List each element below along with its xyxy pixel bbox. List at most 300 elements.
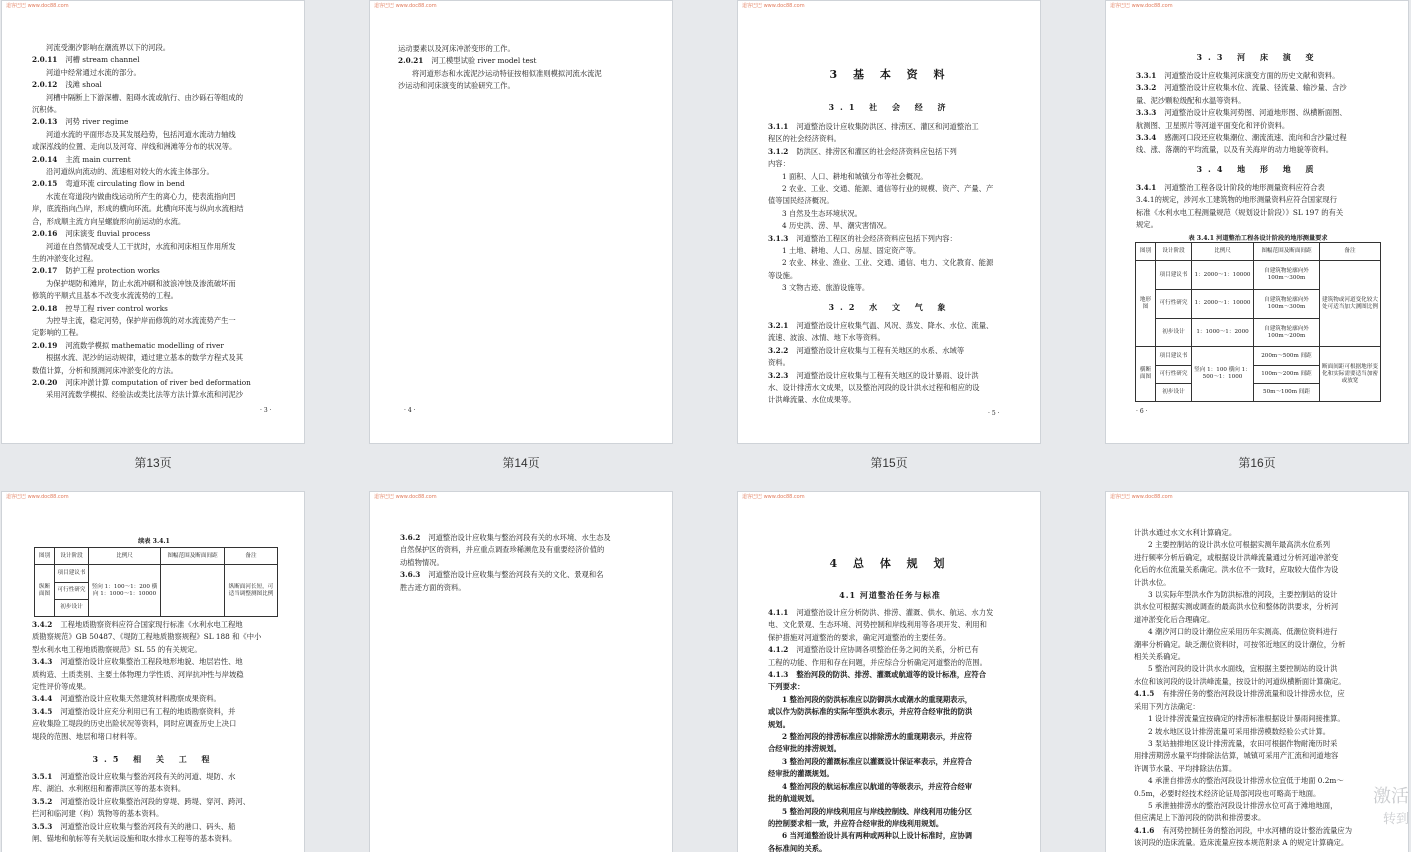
text-line xyxy=(768,781,1020,793)
section-heading: 3.4 地 形 地 质 xyxy=(1196,164,1320,174)
table-cell: 竖向 1：100 横向 1：500～1：1000 xyxy=(1192,347,1254,402)
text-line xyxy=(1134,577,1396,589)
table-header-cell: 比例尺 xyxy=(89,548,161,565)
text-line xyxy=(32,365,282,377)
text-line xyxy=(768,719,1020,731)
text-line xyxy=(768,320,1018,332)
table-cell: 自建筑物轮廓向外 100m～300m xyxy=(1254,289,1320,318)
clause-text: 水、设计排涝水文成果，以及整治河段的设计洪水过程和相应的设 xyxy=(768,383,980,393)
section-heading: 3.2 水 文 气 象 xyxy=(828,302,952,312)
activation-watermark: 激活 xyxy=(1373,786,1409,807)
table-cell: 1：2000～1：10000 xyxy=(1192,289,1254,318)
table-cell: 50m～100m 间距 xyxy=(1254,383,1320,401)
text-line xyxy=(1136,132,1398,144)
text-line xyxy=(1134,688,1396,700)
clause-text: 感潮河口段还应收集潮位、潮流流速、流向和含沙量过程 xyxy=(1164,133,1347,143)
clause-number: 2.0.13 xyxy=(32,117,58,127)
text-line xyxy=(32,693,282,705)
clause-text: 自然保护区的资料，并应重点调查珍稀濒危及有重要经济价值的 xyxy=(400,545,605,555)
clause-text: 河道整治设计应收集水位、流量、径流量、输沙量、含沙 xyxy=(1164,83,1347,93)
page-text xyxy=(32,42,282,402)
text-line xyxy=(768,382,1018,394)
page-13[interactable] xyxy=(1,0,305,444)
text-line xyxy=(768,270,1018,282)
text-line xyxy=(32,771,282,783)
text-line xyxy=(1134,614,1396,626)
clause-number: 2.0.18 xyxy=(32,303,58,313)
text-line xyxy=(1134,775,1396,787)
text-line xyxy=(1134,701,1396,713)
text-line xyxy=(400,569,650,581)
text-line xyxy=(398,68,648,80)
clause-text: 4 潮汐河口的设计潮位应采用历年实测高、低潮位资料进行 xyxy=(1148,627,1338,637)
clause-text: 水位和该河段的设计洪峰流量，按设计的河道纵横断面计算确定。 xyxy=(1134,676,1346,686)
clause-text: 河道在自然情况或受人工干扰时，水流和河床相互作用所发 xyxy=(46,241,236,251)
clause-text: 2 整治河段的排涝标准应以排除涝水的重现期表示，并应符 xyxy=(782,732,973,742)
clause-text: 河工模型试验 river model test xyxy=(431,56,537,66)
clause-text: 3.4.1的规定，涉河水工建筑物的地形测量资料应符合国家现行 xyxy=(1136,195,1337,205)
text-line xyxy=(768,706,1020,718)
clause-text: 或以作为防洪标准的实际年型洪水表示，并应符合经审批的防洪 xyxy=(768,707,973,717)
text-line xyxy=(32,79,282,91)
text-line xyxy=(1134,788,1396,800)
clause-text: 河流数学模拟 mathematic modelling of river xyxy=(65,340,224,350)
text-line xyxy=(400,582,650,594)
clause-number: 3.4.2 xyxy=(32,620,53,629)
text-line xyxy=(32,718,282,730)
clause-text: 河道整治设计应收集天然建筑材料勘察成果资料。 xyxy=(60,694,221,704)
clause-text: 控导工程 river control works xyxy=(65,303,168,313)
clause-text: 应收集险工堤段的历史出险状况等资料，同时应调查历史上决口 xyxy=(32,719,237,729)
table-header-cell: 图幅范围及断面间距 xyxy=(161,548,225,565)
clause-text: 规划。 xyxy=(768,719,790,729)
table-cell: 纵断面图 xyxy=(35,565,55,617)
text-line xyxy=(32,166,282,178)
clause-text: 河槽 stream channel xyxy=(65,55,140,65)
clause-text: 水流在弯道段内做曲线运动所产生的离心力，使表流指向凹 xyxy=(46,191,236,201)
clause-number: 2.0.17 xyxy=(32,266,58,276)
text-line xyxy=(768,146,1018,158)
page-20[interactable] xyxy=(1105,491,1409,852)
page-text xyxy=(768,607,1020,852)
text-line xyxy=(32,631,282,643)
text-line xyxy=(768,345,1018,357)
clause-text: 河道整治设计应收集整治河段的穿堤、跨堤、穿河、跨河、 xyxy=(60,796,251,806)
clause-number: 3.6.3 xyxy=(400,570,421,580)
text-line xyxy=(768,257,1018,269)
text-line xyxy=(768,806,1020,818)
clause-text: 有河势控制任务的整治河段，中水河槽的设计整治流量应为 xyxy=(1162,825,1353,835)
clause-text: 道冲淤变化后合理确定。 xyxy=(1134,614,1215,624)
clause-text: 计洪水位。 xyxy=(1134,577,1171,587)
text-line xyxy=(1134,738,1396,750)
text-line xyxy=(1134,825,1396,837)
text-line xyxy=(1136,70,1398,82)
table-cell: 1：1000～1：2000 xyxy=(1192,318,1254,347)
text-line xyxy=(32,377,282,389)
clause-number: 3.4.1 xyxy=(1136,183,1157,192)
text-line xyxy=(768,133,1018,145)
text-line xyxy=(768,681,1020,693)
table-cell: 可行性研究 xyxy=(55,582,89,599)
clause-number: 3.3.1 xyxy=(1136,71,1157,80)
text-line xyxy=(1134,552,1396,564)
section-heading: 3.5 相 关 工 程 xyxy=(92,754,216,764)
text-line xyxy=(32,253,282,265)
text-line xyxy=(768,370,1018,382)
clause-text: 河床演变 fluvial process xyxy=(65,229,151,239)
page-text xyxy=(768,320,1018,407)
page-17[interactable] xyxy=(1,491,305,852)
table-header-cell: 备注 xyxy=(225,548,278,565)
clause-text: 河槽中隔断上下游深槽、阻碍水流或航行、由沙砾石等组成的 xyxy=(46,92,244,102)
table-cell: 地形图 xyxy=(1136,261,1156,347)
clause-text: 定影响的工程。 xyxy=(32,328,84,338)
text-line xyxy=(1134,601,1396,613)
table-cell: 初步设计 xyxy=(55,599,89,616)
clause-text: 采用下列方法确定： xyxy=(1134,701,1200,711)
clause-text: 标准《水利水电工程测量规范（规划设计阶段）》SL 197 的有关 xyxy=(1136,207,1344,217)
clause-text: 用排涝期涝水量平均排除法估算，城镇可采用产汇流和河道地容 xyxy=(1134,751,1339,761)
text-line xyxy=(1136,82,1398,94)
text-line xyxy=(768,220,1018,232)
clause-text: 计洪水通过水文水利计算确定。 xyxy=(1134,528,1237,537)
clause-text: 批的航道规划。 xyxy=(768,794,820,804)
clause-text: 航测图、卫星照片等河道平面变化和评价资料。 xyxy=(1136,120,1290,130)
clause-number: 2.0.12 xyxy=(32,80,58,90)
section-heading: 3.3 河 床 演 变 xyxy=(1196,52,1320,62)
clause-text: 胜古迹方面的资料。 xyxy=(400,582,466,592)
clause-number: 4.1.2 xyxy=(768,645,789,655)
watermark: 道客巴巴 www.doc88.com xyxy=(742,494,805,500)
clause-text: 经审批的灌溉规划。 xyxy=(768,769,834,779)
text-line xyxy=(400,532,650,544)
text-line xyxy=(1136,207,1398,219)
text-line xyxy=(32,731,282,743)
clause-text: 防护工程 protection works xyxy=(65,266,160,276)
table-cell: 竖向 1：100～1：200 横向 1：1000～1：10000 xyxy=(89,565,161,617)
text-line xyxy=(32,352,282,364)
text-line xyxy=(768,357,1018,369)
text-line xyxy=(768,282,1018,294)
text-line xyxy=(32,340,282,352)
clause-text: 修筑的平顺式且基本不改变水流流势的工程。 xyxy=(32,291,178,301)
text-line xyxy=(32,290,282,302)
clause-text: 质构造、土质类别、主要土体物理力学性质、河岸抗冲性与岸坡稳 xyxy=(32,669,244,679)
text-line xyxy=(398,55,648,67)
clause-text: 资料。 xyxy=(768,358,790,368)
clause-text: 4 承泄自排涝水的整治河段设计排涝水位宜低于地面 0.2m～ xyxy=(1148,776,1344,786)
text-line xyxy=(32,141,282,153)
text-line xyxy=(1136,107,1398,119)
clause-text: 合经审批的排涝规划。 xyxy=(768,744,841,754)
clause-number: 2.0.11 xyxy=(32,55,58,65)
clause-text: 拦河和临河建（构）筑物等的基本资料。 xyxy=(32,809,164,819)
text-line xyxy=(768,731,1020,743)
watermark: 道客巴巴 www.doc88.com xyxy=(374,3,437,9)
clause-text: 化后的水位流量关系确定。洪水位不一致时，应取较大值作为设 xyxy=(1134,565,1339,575)
text-line xyxy=(32,619,282,631)
clause-text: 进行频率分析后确定，或根据设计洪峰流量通过分析河道冲淤变 xyxy=(1134,552,1339,562)
table-cell: 横断面图 xyxy=(1136,347,1156,402)
clause-text: 库、湖泊、水利枢纽和蓄滞洪区等的基本资料。 xyxy=(32,784,186,794)
clause-text: 根据水流、泥沙的运动规律，通过建立基本的数学方程式及其 xyxy=(46,353,244,363)
clause-number: 3.2.1 xyxy=(768,321,789,330)
clause-text: 沙运动和河床演变的试验研究工作。 xyxy=(398,81,515,91)
text-line xyxy=(32,92,282,104)
text-line xyxy=(1134,750,1396,762)
clause-text: 量、泥沙颗粒级配和水温等资料。 xyxy=(1136,95,1246,105)
clause-number: 2.0.20 xyxy=(32,377,58,387)
clause-text: 等设施。 xyxy=(768,270,798,280)
clause-text: 的控制要求相一致，并应符合经审批的岸线利用规划。 xyxy=(768,818,944,828)
text-line xyxy=(32,216,282,228)
clause-text: 河道整治设计应收集河势图、河道地形图、纵横断面图、 xyxy=(1164,108,1347,118)
table-header-cell: 比例尺 xyxy=(1192,243,1254,261)
text-line xyxy=(32,265,282,277)
page-text xyxy=(1134,527,1396,850)
text-line xyxy=(1134,713,1396,725)
clause-text: 程区的社会经济资料。 xyxy=(768,134,841,144)
table-caption: 表 3.4.1 河道整治工程各设计阶段的地形测量要求 xyxy=(1188,235,1328,242)
clause-number: 3.1.3 xyxy=(768,233,789,243)
text-line xyxy=(1134,639,1396,651)
text-line xyxy=(1136,194,1398,206)
page-18[interactable] xyxy=(369,491,673,852)
text-line xyxy=(32,389,282,401)
text-line xyxy=(32,67,282,79)
clause-text: 3 整治河段的灌溉标准应以灌溉设计保证率表示，并应符合 xyxy=(782,756,973,766)
clause-number: 3.2.2 xyxy=(768,345,789,355)
text-line xyxy=(398,80,648,92)
page-text xyxy=(32,619,282,743)
text-line xyxy=(768,394,1018,406)
clause-text: 下列要求： xyxy=(768,682,805,692)
text-line xyxy=(768,195,1018,207)
clause-text: 工程的功能、作用和存在问题，并应综合分析确定河道整治的范围。 xyxy=(768,657,987,667)
watermark: 道客巴巴 www.doc88.com xyxy=(6,3,69,9)
page-text xyxy=(1136,182,1398,232)
table-cell: 纵断面河长短，可适当调整测图比例 xyxy=(225,565,278,617)
text-line xyxy=(768,818,1020,830)
clause-text: 3 自然及生态环境状况。 xyxy=(782,208,862,218)
page-15[interactable] xyxy=(737,0,1041,444)
text-line xyxy=(768,768,1020,780)
clause-text: 2 主要控制站的设计洪水位可根据实测年最高洪水位系列 xyxy=(1148,540,1331,550)
clause-text: 河道中经常通过水流的部分。 xyxy=(46,67,141,77)
clause-text: 质勘察规范》GB 50487、《堤防工程地质勘察规程》SL 188 和《中小 xyxy=(32,632,262,642)
clause-number: 3.1.2 xyxy=(768,146,789,156)
clause-text: 5 整治河段的岸线利用应与岸线控制线、岸线利用功能分区 xyxy=(782,806,973,816)
clause-text: 动植物情况。 xyxy=(400,557,444,567)
page-text xyxy=(32,771,282,845)
text-line xyxy=(1136,95,1398,107)
clause-text: 流速、波浪、冰情、地下水等资料。 xyxy=(768,333,885,343)
clause-text: 但应满足上下游河段的防洪和排涝要求。 xyxy=(1134,813,1266,823)
table-cell: 项目建议书 xyxy=(1156,347,1192,365)
clause-text: 工程地质勘察资料应符合国家现行标准《水利水电工程地 xyxy=(60,620,243,629)
clause-text: 2 坡水地区设计排涝流量可采用排涝模数经验公式计算。 xyxy=(1148,726,1331,736)
clause-text: 1 整治河段的防洪标准应以防御洪水或潮水的重现期表示， xyxy=(782,694,973,704)
table-cell: 建筑物或河道变化较大处可适当加大测图比例 xyxy=(1320,261,1381,347)
activation-watermark: 转到 xyxy=(1382,812,1409,827)
clause-number: 3.5.2 xyxy=(32,796,53,806)
clause-number: 3.2.3 xyxy=(768,370,789,380)
clause-text: 河道整治设计应收集与整治河段有关的水环境、水生态及 xyxy=(428,533,611,542)
text-line xyxy=(1134,726,1396,738)
page-caption[interactable]: 第16页 xyxy=(1238,456,1276,470)
clause-text: 河势 river regime xyxy=(65,117,129,127)
table-header-cell: 设计阶段 xyxy=(55,548,89,565)
table-cell: 1：2000～1：10000 xyxy=(1192,261,1254,290)
table-cell: 初步设计 xyxy=(1156,383,1192,401)
text-line xyxy=(1134,763,1396,775)
text-line xyxy=(32,327,282,339)
watermark: 道客巴巴 www.doc88.com xyxy=(1110,3,1173,9)
clause-text: 河道整治设计应分析防洪、排涝、灌溉、供水、航运、水力发 xyxy=(796,608,994,617)
text-line xyxy=(1134,663,1396,675)
clause-number: 2.0.19 xyxy=(32,340,58,350)
text-line xyxy=(1136,144,1398,156)
page-caption[interactable]: 第15页 xyxy=(870,456,908,470)
clause-text: 4 整治河段的航运标准应以航道的等级表示，并应符合经审 xyxy=(782,781,973,791)
text-line xyxy=(32,669,282,681)
page-caption[interactable]: 第14页 xyxy=(502,456,540,470)
text-line xyxy=(32,241,282,253)
clause-text: 有排涝任务的整治河段设计排涝流量和设计排涝水位，应 xyxy=(1162,689,1345,699)
text-line xyxy=(400,544,650,556)
table-cell: 可行性研究 xyxy=(1156,289,1192,318)
clause-text: 该河段的造床流量。造床流量应按本规范附录 A 的规定计算确定。 xyxy=(1134,838,1349,848)
clause-text: 河道水流的平面形态及其发展趋势，包括河道水流动力轴线 xyxy=(46,129,236,139)
text-line xyxy=(1136,120,1398,132)
clause-text: 3 文物古迹、旅游设施等。 xyxy=(782,283,870,293)
clause-text: 主流 main current xyxy=(65,154,131,164)
clause-text: 河道整治设计应收集气温、风况、蒸发、降水、水位、流量、 xyxy=(796,321,994,330)
text-line xyxy=(1134,837,1396,849)
text-line xyxy=(32,833,282,845)
text-line xyxy=(32,116,282,128)
clause-text: 值等国民经济概况。 xyxy=(768,196,834,206)
text-line xyxy=(768,158,1018,170)
clause-number: 3.5.3 xyxy=(32,821,53,831)
clause-text: 整治河段的防洪、排涝、灌溉或航道等的设计标准，应符合 xyxy=(796,670,987,680)
clause-text: 计洪峰流量、水位成果等。 xyxy=(768,395,856,405)
text-line xyxy=(32,303,282,315)
clause-number: 3.1.1 xyxy=(768,122,789,131)
text-line xyxy=(1134,651,1396,663)
text-line xyxy=(32,644,282,656)
clause-text: 为控导主流，稳定河势，保护岸而修筑的对水流流势产生一 xyxy=(46,315,236,325)
clause-text: 数值计算，分析和预测河床冲淤变化的方法。 xyxy=(32,365,178,375)
table-cell: 自建筑物轮廓向外 100m～300m xyxy=(1254,261,1320,290)
table-caption: 续表 3.4.1 xyxy=(138,538,170,545)
table-cell: 100m～200m 间距 xyxy=(1254,365,1320,383)
text-line xyxy=(1134,539,1396,551)
clause-text: 相关关系确定。 xyxy=(1134,652,1186,662)
text-line xyxy=(768,619,1020,631)
page-14[interactable] xyxy=(369,0,673,444)
table-header-cell: 备注 xyxy=(1320,243,1381,261)
text-line xyxy=(768,669,1020,681)
clause-text: 2 农业、工业、交通、能源、通信等行业的规模、资产、产量、产 xyxy=(782,184,994,194)
page-number: · 3 · xyxy=(260,407,272,414)
page-number: · 4 · xyxy=(404,407,416,414)
text-line xyxy=(32,129,282,141)
clause-text: 规定。 xyxy=(1136,220,1158,230)
text-line xyxy=(768,657,1020,669)
text-line xyxy=(32,104,282,116)
text-line xyxy=(768,756,1020,768)
text-line xyxy=(768,121,1018,133)
continued-table xyxy=(34,547,278,617)
table-cell: 初步设计 xyxy=(1156,318,1192,347)
watermark: 道客巴巴 www.doc88.com xyxy=(742,3,805,9)
text-line xyxy=(32,681,282,693)
clause-text: 各标准间的关系。 xyxy=(768,843,827,852)
clause-number: 2.0.14 xyxy=(32,154,58,164)
clause-text: 堤段的范围、地层和堵口材料等。 xyxy=(32,731,142,741)
clause-text: 6 当河道整治设计具有两种或两种以上设计标准时，应协调 xyxy=(782,831,973,841)
clause-text: 型水利水电工程地质勘察规范》SL 55 的有关规定。 xyxy=(32,644,202,654)
text-line xyxy=(768,644,1020,656)
table-cell: 自建筑物轮廓向外 100m～200m xyxy=(1254,318,1320,347)
clause-number: 3.4.5 xyxy=(32,706,53,716)
clause-number: 4.1.3 xyxy=(768,670,789,680)
watermark: 道客巴巴 www.doc88.com xyxy=(6,494,69,500)
clause-text: 5 整治河段的设计洪水水面线，宜根据主要控制站的设计洪 xyxy=(1148,664,1338,674)
text-line xyxy=(1134,676,1396,688)
text-line xyxy=(32,315,282,327)
clause-text: 1 设计排涝流量宜按确定的排涝标准根据设计暴雨间接推算。 xyxy=(1148,714,1345,724)
clause-text: 采用河流数学模拟、经验法或类比法等方法计算水流和河泥沙 xyxy=(46,390,244,400)
text-line xyxy=(1134,812,1396,824)
clause-number: 3.6.2 xyxy=(400,533,421,542)
text-line xyxy=(398,43,648,55)
page-19[interactable] xyxy=(737,491,1041,852)
clause-number: 3.5.1 xyxy=(32,772,53,781)
text-line xyxy=(32,203,282,215)
clause-text: 或深泓线的位置、走向以及河弯、岸线和洲滩等分布的状况等。 xyxy=(32,142,237,152)
clause-text: 河道整治工程各设计阶段的地形测量资料应符合表 xyxy=(1164,183,1325,192)
page-16[interactable] xyxy=(1105,0,1409,444)
text-line xyxy=(768,632,1020,644)
clause-text: 河道整治设计应收集河床演变方面的历史文献和资料。 xyxy=(1164,71,1340,80)
clause-text: 河道整治工程区的社会经济资料应包括下列内容： xyxy=(796,233,957,243)
page-caption[interactable]: 第13页 xyxy=(134,456,172,470)
clause-text: 定性评价等成果。 xyxy=(32,682,91,692)
clause-number: 3.4.4 xyxy=(32,694,53,704)
text-line xyxy=(1134,527,1396,539)
clause-text: 防洪区、排涝区和灌区的社会经济资料应包括下列 xyxy=(796,146,957,156)
page-text xyxy=(400,532,650,594)
clause-text: 1 土地、耕地、人口、房屋、固定资产等。 xyxy=(782,246,921,256)
text-line xyxy=(768,843,1020,852)
text-line xyxy=(32,706,282,718)
clause-text: 合，形成顺主流方向呈螺旋形向前运动的水流。 xyxy=(32,216,186,226)
table-cell: 项目建议书 xyxy=(1156,261,1192,290)
clause-number: 3.3.2 xyxy=(1136,83,1157,93)
clause-text: 运动要素以及河床冲淤变形的工作。 xyxy=(398,44,515,53)
text-line xyxy=(400,557,650,569)
table-header-cell: 图别 xyxy=(1136,243,1156,261)
clause-text: 保护措施对河道整治的要求，确定河道整治的主要任务。 xyxy=(768,632,951,642)
text-line xyxy=(768,793,1020,805)
text-line xyxy=(1134,626,1396,638)
clause-text: 线、涨、落潮的平均流量，以及有关海岸的动力地貌等资料。 xyxy=(1136,145,1334,155)
clause-text: 4 历史洪、涝、旱、潮灾害情况。 xyxy=(782,221,892,231)
clause-text: 1 面积、人口、耕地和城镇分布等社会概况。 xyxy=(782,171,928,181)
